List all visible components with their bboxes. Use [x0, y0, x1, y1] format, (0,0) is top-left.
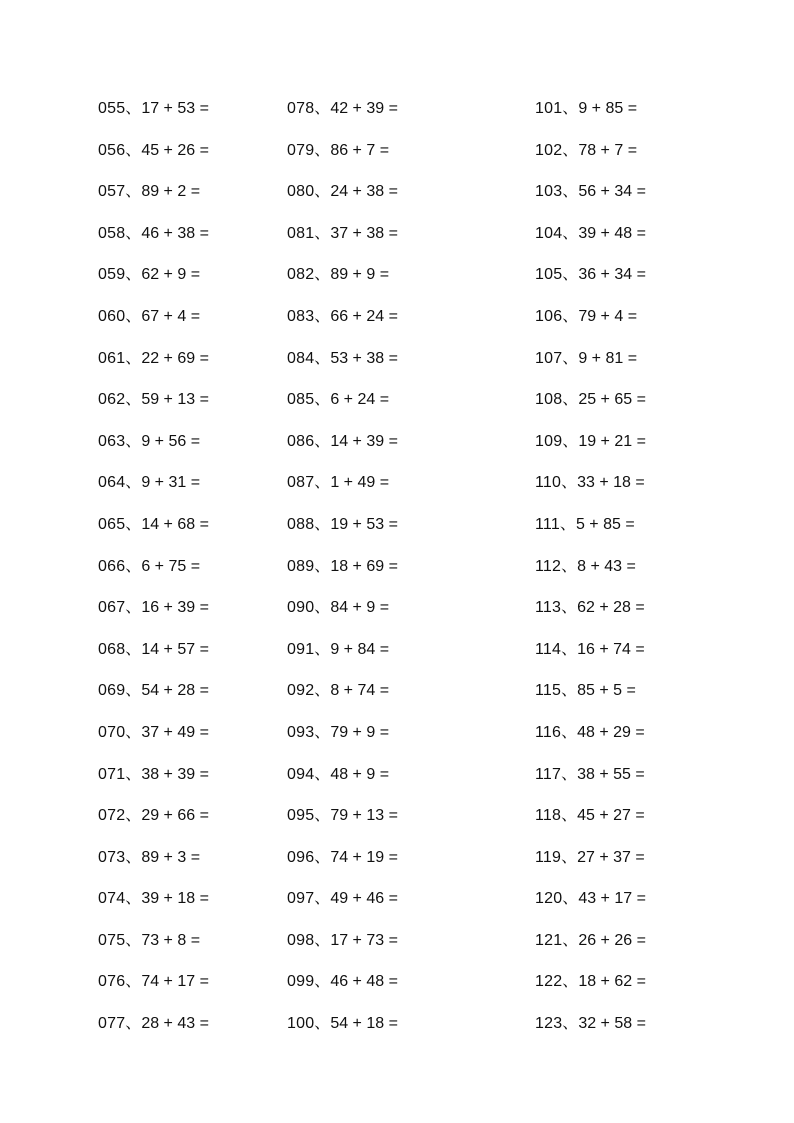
problem-row [287, 264, 398, 306]
problem-number: 112 [535, 557, 562, 575]
problem-separator: 、 [314, 557, 331, 575]
problem-expression: 29 + 66 = [141, 807, 209, 825]
problem-number: 099 [287, 973, 315, 991]
problem-separator: 、 [314, 515, 331, 533]
problem-separator: 、 [125, 432, 142, 450]
problem-separator: 、 [314, 432, 331, 450]
problem-row [287, 223, 398, 265]
problem-row [98, 930, 209, 972]
problem-number: 063 [98, 432, 126, 450]
problem-number: 097 [287, 890, 315, 908]
problem-number: 108 [535, 391, 563, 409]
problem-number: 113 [535, 599, 562, 617]
problem-row [287, 722, 398, 764]
problem-expression: 24 + 38 = [330, 183, 398, 201]
problem-expression: 18 + 69 = [330, 557, 398, 575]
problem-number: 103 [535, 183, 563, 201]
problem-separator: 、 [125, 848, 142, 866]
problem-separator: 、 [125, 515, 142, 533]
problem-expression: 18 + 62 = [578, 973, 646, 991]
problem-separator: 、 [125, 640, 142, 658]
problem-expression: 36 + 34 = [578, 266, 646, 284]
problem-number: 078 [287, 100, 315, 117]
problem-expression: 8 + 74 = [330, 682, 390, 700]
problem-expression: 39 + 48 = [578, 224, 646, 242]
problem-expression: 49 + 46 = [330, 890, 398, 908]
problem-expression: 14 + 39 = [330, 432, 398, 450]
problem-number: 076 [98, 973, 126, 991]
problem-row [98, 847, 209, 889]
problem-expression: 56 + 34 = [578, 183, 646, 201]
problem-number: 094 [287, 765, 315, 783]
problem-number: 100 [287, 1015, 315, 1033]
problem-number: 079 [287, 141, 315, 159]
problem-column-3 [535, 98, 646, 1055]
problem-row [98, 639, 209, 681]
problem-row [287, 431, 398, 473]
problem-row [98, 971, 209, 1013]
problem-row [98, 431, 209, 473]
problem-number: 106 [535, 307, 563, 325]
problem-row [535, 264, 646, 306]
problem-number: 114 [535, 640, 562, 658]
problem-separator: 、 [561, 599, 578, 617]
problem-expression: 54 + 28 = [141, 682, 209, 700]
problem-separator: 、 [125, 391, 142, 409]
problem-row [287, 680, 398, 722]
problem-separator: 、 [314, 682, 331, 700]
problem-expression: 14 + 57 = [141, 640, 209, 658]
problem-row [98, 764, 209, 806]
problem-column-1 [98, 98, 209, 1055]
problem-row [98, 722, 209, 764]
problem-row [287, 847, 398, 889]
problem-separator: 、 [314, 349, 331, 367]
problem-number: 064 [98, 474, 126, 492]
problem-number: 087 [287, 474, 315, 492]
problem-row [287, 597, 398, 639]
problem-row [287, 348, 398, 390]
problem-expression: 79 + 13 = [330, 807, 398, 825]
problem-separator: 、 [125, 349, 142, 367]
problem-number: 061 [98, 349, 126, 367]
problem-separator: 、 [314, 848, 331, 866]
problem-number: 065 [98, 515, 126, 533]
problem-expression: 9 + 84 = [330, 640, 390, 658]
problem-number: 118 [535, 807, 562, 825]
problem-row [98, 181, 209, 223]
problem-expression: 28 + 43 = [141, 1015, 209, 1033]
problem-number: 058 [98, 224, 126, 242]
problem-expression: 42 + 39 = [330, 100, 398, 117]
problem-expression: 45 + 26 = [141, 141, 209, 159]
problem-separator: 、 [125, 723, 142, 741]
problem-expression: 85 + 5 = [577, 682, 636, 700]
problem-number: 069 [98, 682, 126, 700]
problem-row [535, 805, 646, 847]
problem-number: 060 [98, 307, 126, 325]
problem-number: 057 [98, 183, 126, 201]
problem-row [535, 722, 646, 764]
problem-number: 101 [535, 100, 563, 117]
problem-expression: 8 + 43 = [577, 557, 636, 575]
problem-expression: 62 + 28 = [577, 599, 645, 617]
problem-expression: 79 + 9 = [330, 723, 390, 741]
problem-row [287, 514, 398, 556]
problem-row [535, 348, 646, 390]
problem-row [287, 1013, 398, 1055]
problem-expression: 45 + 27 = [577, 807, 645, 825]
problem-expression: 79 + 4 = [578, 307, 638, 325]
problem-separator: 、 [562, 307, 579, 325]
problem-expression: 32 + 58 = [578, 1015, 646, 1033]
problem-number: 109 [535, 432, 563, 450]
problem-row [98, 223, 209, 265]
problem-row [98, 680, 209, 722]
problem-expression: 9 + 56 = [141, 432, 201, 450]
problem-expression: 84 + 9 = [330, 599, 390, 617]
problem-separator: 、 [125, 266, 142, 284]
problem-separator: 、 [125, 765, 142, 783]
problem-row [287, 764, 398, 806]
problem-expression: 9 + 81 = [578, 349, 638, 367]
problem-row [535, 847, 646, 889]
problem-expression: 38 + 55 = [577, 765, 645, 783]
problem-expression: 78 + 7 = [578, 141, 638, 159]
problem-separator: 、 [314, 141, 331, 159]
problem-expression: 9 + 85 = [578, 100, 638, 117]
problem-separator: 、 [125, 931, 142, 949]
problem-separator: 、 [125, 557, 142, 575]
problem-separator: 、 [562, 224, 579, 242]
problem-row [98, 514, 209, 556]
problem-expression: 27 + 37 = [577, 848, 645, 866]
problem-row [287, 888, 398, 930]
problem-number: 110 [535, 474, 562, 492]
problem-number: 105 [535, 266, 563, 284]
problem-number: 107 [535, 349, 563, 367]
problem-expression: 6 + 75 = [141, 557, 201, 575]
problem-number: 073 [98, 848, 126, 866]
problem-separator: 、 [125, 973, 142, 991]
problem-separator: 、 [314, 391, 331, 409]
problem-row [287, 306, 398, 348]
problem-expression: 1 + 49 = [330, 474, 390, 492]
problem-separator: 、 [562, 391, 579, 409]
problem-separator: 、 [562, 183, 579, 201]
problem-row [287, 140, 398, 182]
problem-row [535, 140, 646, 182]
problem-number: 093 [287, 723, 315, 741]
problem-row [287, 472, 398, 514]
problem-expression: 16 + 74 = [577, 640, 645, 658]
problem-separator: 、 [561, 848, 578, 866]
problem-expression: 43 + 17 = [578, 890, 646, 908]
problem-expression: 17 + 53 = [141, 100, 209, 117]
problem-expression: 19 + 53 = [330, 515, 398, 533]
problem-separator: 、 [561, 557, 578, 575]
problem-row [98, 1013, 209, 1055]
problem-expression: 33 + 18 = [577, 474, 645, 492]
problem-separator: 、 [562, 349, 579, 367]
problem-row [287, 639, 398, 681]
problem-number: 055 [98, 100, 126, 117]
problem-separator: 、 [561, 474, 578, 492]
problem-separator: 、 [559, 515, 576, 533]
problem-number: 089 [287, 557, 315, 575]
problem-number: 071 [98, 765, 126, 783]
problem-expression: 86 + 7 = [330, 141, 390, 159]
problem-number: 072 [98, 807, 126, 825]
problem-separator: 、 [561, 723, 578, 741]
problem-expression: 26 + 26 = [578, 931, 646, 949]
problem-separator: 、 [561, 682, 578, 700]
problem-separator: 、 [314, 640, 331, 658]
problem-expression: 54 + 18 = [330, 1015, 398, 1033]
problem-expression: 53 + 38 = [330, 349, 398, 367]
problem-number: 090 [287, 599, 315, 617]
problem-row [98, 98, 209, 140]
problem-row [287, 556, 398, 598]
problem-number: 115 [535, 682, 562, 700]
problem-separator: 、 [562, 931, 579, 949]
problem-separator: 、 [314, 931, 331, 949]
problem-number: 070 [98, 723, 126, 741]
problem-row [535, 472, 646, 514]
problem-number: 059 [98, 266, 126, 284]
problem-expression: 22 + 69 = [141, 349, 209, 367]
problem-expression: 6 + 24 = [330, 391, 390, 409]
problem-expression: 25 + 65 = [578, 391, 646, 409]
problem-row [535, 888, 646, 930]
problem-row [98, 472, 209, 514]
problem-number: 102 [535, 141, 563, 159]
problem-row [535, 514, 646, 556]
problem-number: 085 [287, 391, 315, 409]
problem-number: 091 [287, 640, 315, 658]
problem-separator: 、 [125, 307, 142, 325]
problem-number: 075 [98, 931, 126, 949]
problem-separator: 、 [125, 1015, 142, 1033]
problem-separator: 、 [562, 1015, 579, 1033]
problem-number: 121 [535, 931, 563, 949]
problem-number: 067 [98, 599, 126, 617]
problem-number: 088 [287, 515, 315, 533]
problem-separator: 、 [562, 266, 579, 284]
problem-row [98, 888, 209, 930]
problem-number: 116 [535, 723, 562, 741]
problem-separator: 、 [314, 100, 331, 117]
problem-row [98, 597, 209, 639]
problem-separator: 、 [562, 973, 579, 991]
problem-row [287, 971, 398, 1013]
problem-separator: 、 [125, 183, 142, 201]
problem-expression: 59 + 13 = [141, 391, 209, 409]
problem-separator: 、 [314, 307, 331, 325]
problem-number: 119 [535, 848, 562, 866]
problem-separator: 、 [561, 765, 578, 783]
problem-separator: 、 [562, 890, 579, 908]
problem-row [535, 556, 646, 598]
problem-separator: 、 [314, 765, 331, 783]
problem-row [535, 930, 646, 972]
problem-separator: 、 [562, 100, 579, 117]
problem-row [287, 98, 398, 140]
problem-separator: 、 [314, 890, 331, 908]
problem-row [535, 181, 646, 223]
problem-number: 123 [535, 1015, 563, 1033]
problem-number: 104 [535, 224, 563, 242]
problem-row [535, 431, 646, 473]
problem-separator: 、 [561, 640, 578, 658]
problem-number: 056 [98, 141, 126, 159]
problem-number: 080 [287, 183, 315, 201]
problem-number: 062 [98, 391, 126, 409]
problem-separator: 、 [125, 474, 142, 492]
problem-row [535, 1013, 646, 1055]
problem-row [535, 639, 646, 681]
problem-separator: 、 [125, 141, 142, 159]
problem-row [98, 264, 209, 306]
problem-number: 086 [287, 432, 315, 450]
problem-number: 066 [98, 557, 126, 575]
problem-separator: 、 [314, 599, 331, 617]
problem-separator: 、 [562, 432, 579, 450]
problem-expression: 66 + 24 = [330, 307, 398, 325]
problem-separator: 、 [314, 224, 331, 242]
problem-expression: 9 + 31 = [141, 474, 201, 492]
problem-separator: 、 [125, 682, 142, 700]
problem-separator: 、 [314, 183, 331, 201]
problem-number: 082 [287, 266, 315, 284]
problem-expression: 5 + 85 = [575, 515, 635, 533]
problem-expression: 74 + 17 = [141, 973, 209, 991]
problem-number: 117 [535, 765, 562, 783]
problem-expression: 73 + 8 = [141, 931, 201, 949]
problem-expression: 46 + 48 = [330, 973, 398, 991]
problem-separator: 、 [314, 266, 331, 284]
problem-expression: 37 + 38 = [330, 224, 398, 242]
problem-separator: 、 [561, 807, 578, 825]
problem-separator: 、 [125, 100, 142, 117]
problem-number: 068 [98, 640, 126, 658]
problem-expression: 38 + 39 = [141, 765, 209, 783]
problem-row [98, 348, 209, 390]
problem-row [287, 389, 398, 431]
problem-expression: 37 + 49 = [141, 723, 209, 741]
problem-separator: 、 [314, 807, 331, 825]
problem-number: 111 [535, 515, 560, 533]
problem-row [98, 306, 209, 348]
problem-separator: 、 [125, 890, 142, 908]
problem-number: 081 [287, 224, 315, 242]
problem-column-2 [287, 98, 398, 1055]
problem-expression: 67 + 4 = [141, 307, 201, 325]
problem-number: 092 [287, 682, 315, 700]
problem-expression: 89 + 3 = [141, 848, 201, 866]
problem-separator: 、 [125, 224, 142, 242]
problem-separator: 、 [314, 973, 331, 991]
problem-expression: 16 + 39 = [141, 599, 209, 617]
problem-expression: 74 + 19 = [330, 848, 398, 866]
problem-expression: 89 + 2 = [141, 183, 201, 201]
problem-separator: 、 [314, 723, 331, 741]
problem-row [535, 680, 646, 722]
problem-number: 120 [535, 890, 563, 908]
problem-row [535, 597, 646, 639]
problem-separator: 、 [314, 1015, 331, 1033]
problem-number: 096 [287, 848, 315, 866]
problem-expression: 46 + 38 = [141, 224, 209, 242]
problem-row [98, 389, 209, 431]
problem-expression: 39 + 18 = [141, 890, 209, 908]
problem-number: 074 [98, 890, 126, 908]
problem-separator: 、 [314, 474, 331, 492]
problem-row [535, 971, 646, 1013]
problem-number: 098 [287, 931, 315, 949]
problem-row [98, 805, 209, 847]
problem-row [535, 389, 646, 431]
problem-separator: 、 [562, 141, 579, 159]
problem-number: 122 [535, 973, 563, 991]
problem-expression: 48 + 9 = [330, 765, 390, 783]
problem-row [535, 764, 646, 806]
problem-number: 083 [287, 307, 315, 325]
problem-expression: 14 + 68 = [141, 515, 209, 533]
problem-expression: 62 + 9 = [141, 266, 201, 284]
problem-row [287, 181, 398, 223]
problem-number: 095 [287, 807, 315, 825]
problem-row [535, 306, 646, 348]
problem-row [287, 930, 398, 972]
problem-row [98, 556, 209, 598]
problem-expression: 48 + 29 = [577, 723, 645, 741]
problem-separator: 、 [125, 807, 142, 825]
problem-row [287, 805, 398, 847]
problem-row [535, 98, 646, 140]
problem-row [98, 140, 209, 182]
problem-expression: 19 + 21 = [578, 432, 646, 450]
problem-number: 077 [98, 1015, 126, 1033]
problem-separator: 、 [125, 599, 142, 617]
problem-expression: 89 + 9 = [330, 266, 390, 284]
problem-row [535, 223, 646, 265]
problem-expression: 17 + 73 = [330, 931, 398, 949]
problem-number: 084 [287, 349, 315, 367]
